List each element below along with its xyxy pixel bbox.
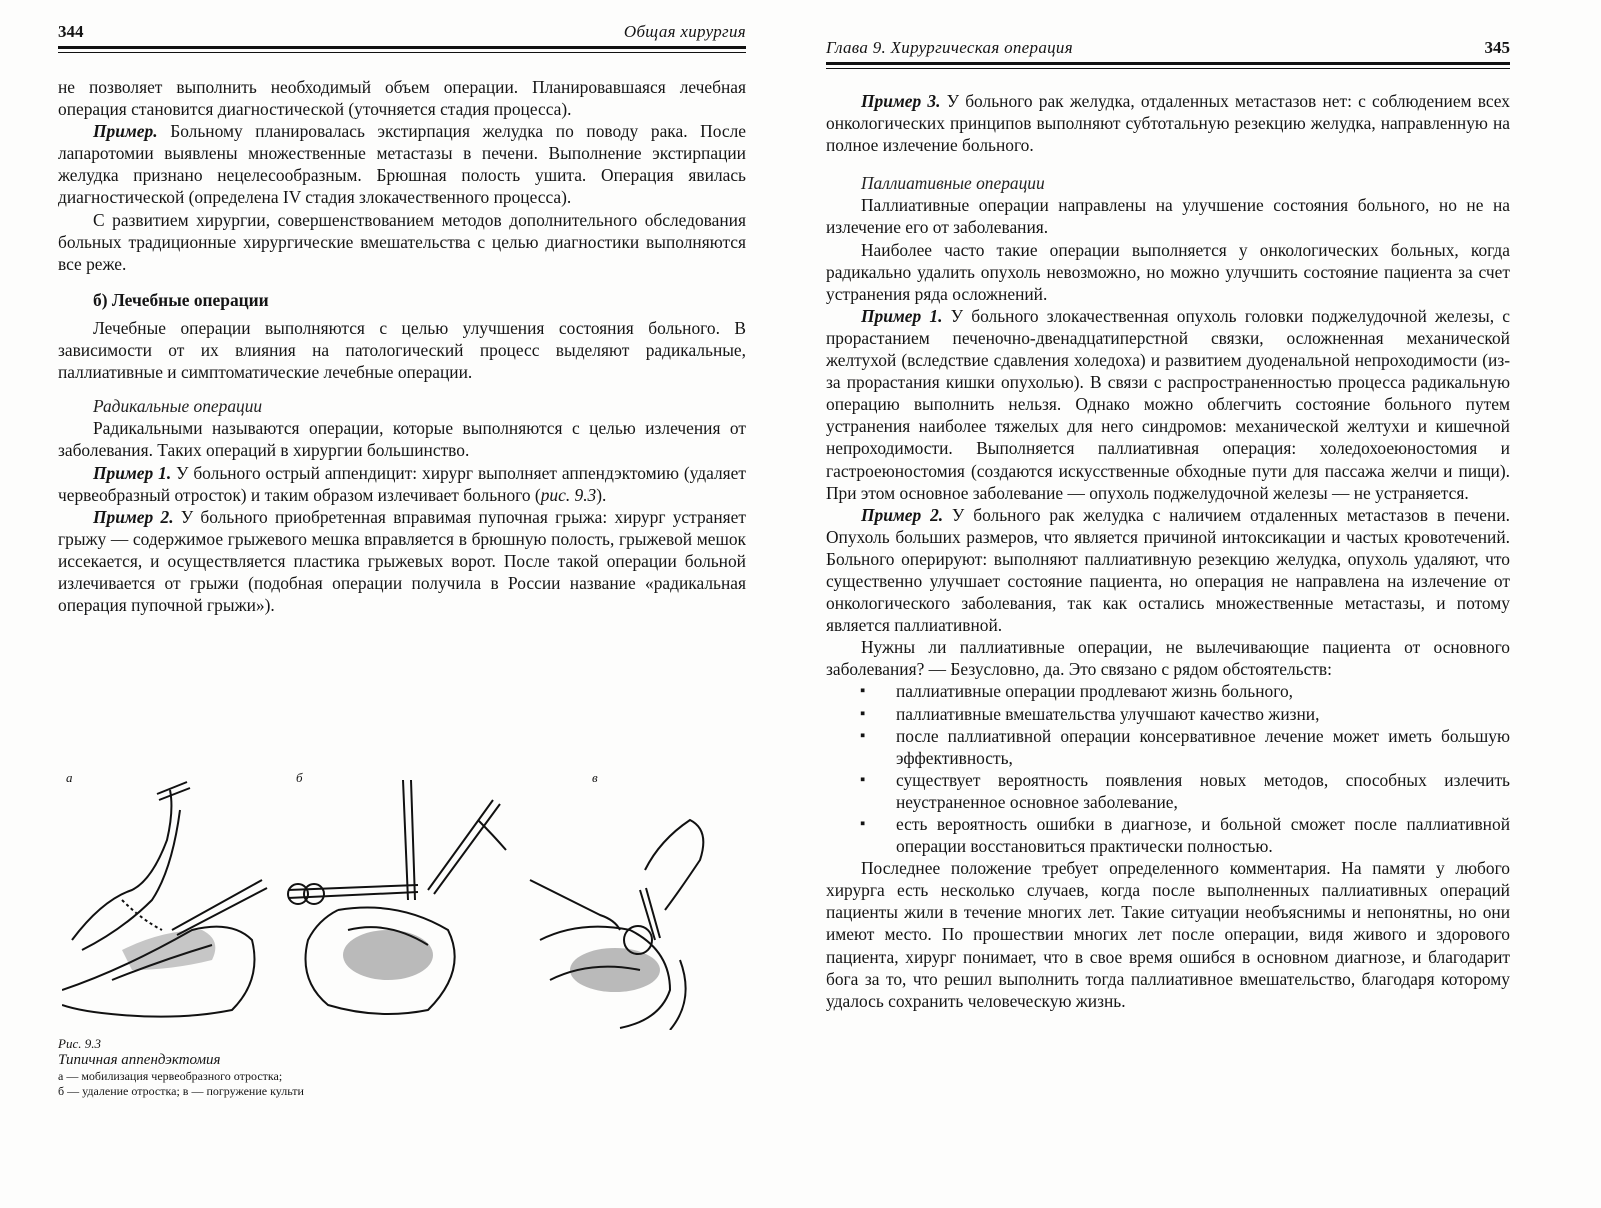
page-number: 344 xyxy=(58,22,84,41)
paragraph: Радикальными называются операции, которые выполняются с целью излечения от заболевания. Таких операций в хирургии большинство. xyxy=(58,418,746,461)
section-heading: б) Лечебные операции xyxy=(93,289,269,310)
left-page xyxy=(0,0,800,1208)
paragraph: Нужны ли паллиативные операции, не вылечивающие пациента от основного заболевания? — Безусловно, да. Это связано с рядом обстоятельств: xyxy=(826,637,1510,680)
paragraph xyxy=(826,90,1510,156)
list-item: ▪ после паллиативной операции консервативное лечение может иметь большую эффективность, xyxy=(826,725,1510,769)
paragraph xyxy=(58,506,746,616)
appendectomy-illustration-c xyxy=(520,780,730,1030)
paragraph-text: У больного злокачественная опухоль головки поджелудочной железы, с прорастанием печеночно-двенадцатиперстной связки, осложненная механической желтухой (вследствие сдавления холедоха) и развитием дуоденальной непроходимости (из-за прорастания кишки опухолью). В связи с распространенностью процесса радикальную операцию выполнить нельзя. Однако можно облегчить состояние больного путем устранения наиболее тяжелых для него синдромов: механической желтухи и кишечной непроходимости. Выполняется паллиативная операция: холедохоеюностомия и гастроеюностомия (создаются искусственные обходные пути для пассажа желчи и пищи). При этом основное заболевание — опухоль поджелудочной железы — не устраняется. xyxy=(826,305,1510,503)
figure-legend-line: б — удаление отростка; в — погружение культи xyxy=(58,1084,304,1098)
paragraph xyxy=(826,305,1510,504)
left-page-header xyxy=(58,20,746,48)
figure-number: Рис. 9.3 xyxy=(58,1036,101,1051)
subsection-heading: Паллиативные операции xyxy=(861,173,1045,194)
right-page-body xyxy=(826,90,1510,1012)
paragraph: Лечебные операции выполняются с целью улучшения состояния больного. В зависимости от их влияния на патологический процесс выделяют радикальные, паллиативные и симптоматические лечебные операции. xyxy=(58,317,746,383)
figure-title: Типичная аппендэктомия xyxy=(58,1052,221,1068)
example-lead: Пример 1. xyxy=(861,305,943,326)
paragraph: С развитием хирургии, совершенствованием методов дополнительного обследования больных традиционные хирургические вмешательства с целью диагностики выполняются все реже. xyxy=(58,209,746,274)
list-item: ▪ есть вероятность ошибки в диагнозе, и больной сможет после паллиативной операции восстановиться практически полностью. xyxy=(826,813,1510,857)
example-lead: Пример 3. xyxy=(861,91,941,111)
appendectomy-illustration-b xyxy=(278,780,508,1020)
paragraph: Паллиативные операции направлены на улучшение состояния больного, но не на излечение его от заболевания. xyxy=(826,195,1510,238)
example-lead: Пример 2. xyxy=(861,504,944,525)
figure-caption xyxy=(58,1036,418,1099)
running-title: Глава 9. Хирургическая операция xyxy=(826,38,1073,57)
header-rule xyxy=(58,46,746,49)
page-number: 345 xyxy=(1484,38,1510,57)
list-item: ▪ паллиативные операции продлевают жизнь больного, xyxy=(826,680,1510,702)
subsection-heading: Радикальные операции xyxy=(93,396,263,417)
bullet-list xyxy=(826,680,1510,857)
figure-label-a: а xyxy=(66,770,73,785)
header-rule-thin xyxy=(58,52,746,53)
figure-label-b: б xyxy=(296,770,303,785)
example-lead: Пример 1. xyxy=(93,462,172,483)
header-rule xyxy=(826,62,1510,65)
figure-label-c: в xyxy=(592,770,598,785)
paragraph-text: У больного рак желудка, отдаленных метастазов нет: с соблюдением всех онкологических принципов выполняют субтотальную резекцию желудка, направленную на полное излечение больного. xyxy=(826,91,1510,156)
paragraph: Наиболее часто такие операции выполняется у онкологических больных, когда радикально удалить опухоль невозможно, но можно улучшить состояние пациента за счет устранения ряда осложнений. xyxy=(826,239,1510,304)
paragraph-text: У больного рак желудка с наличием отдаленных метастазов в печени. Опухоль больших размеров, что является причиной интоксикации и частых кровотечений. Больного оперируют: выполняют паллиативную резекцию желудка, опухоль удаляют, что существенно улучшает состояние пациента, но операция не направлена на излечение от онкологического заболевания, так как остались множественные метастазы, и потому является паллиативной. xyxy=(826,504,1510,636)
example-lead: Пример 2. xyxy=(93,506,174,527)
paragraph-text: У больного острый аппендицит: хирург выполняет аппендэктомию (удаляет червеобразный отросток) и таким образом излечивает больного ( xyxy=(58,462,746,505)
paragraph xyxy=(58,120,746,208)
paragraph: не позволяет выполнить необходимый объем операции. Планировавшаяся лечебная операция становится диагностической (уточняется стадия процесса). xyxy=(58,77,746,120)
running-title: Общая хирургия xyxy=(623,22,746,41)
paragraph-text: Больному планировалась экстирпация желудка по поводу рака. После лапаротомии выявлены множественные метастазы в печени. Выполнение экстирпации желудка признано нецелесообразным. Брюшная полость ушита. Операция явилась диагностической (определена IV стадия злокачественного процесса). xyxy=(58,121,746,208)
left-page-body xyxy=(58,76,746,616)
paragraph: Последнее положение требует определенного комментария. На памяти у любого хирурга есть несколько случаев, когда после выполненных паллиативных операций пациенты жили в течение многих лет. Такие ситуации необъяснимы и непонятны, но они имеют место. По прошествии многих лет после операции, видя живого и здорового пациента, хирург понимает, что в свое время ошибся в основном диагнозе, и благодарит бога за то, что решил выполнить тогда паллиативное вмешательство, благодаря которому удалось сохранить человеческую жизнь. xyxy=(826,858,1510,1011)
paragraph-text: ). xyxy=(596,484,607,505)
paragraph xyxy=(826,504,1510,637)
example-lead: Пример. xyxy=(93,121,158,142)
header-rule-thin xyxy=(826,68,1510,69)
list-item: ▪ существует вероятность появления новых методов, способных излечить неустраненное основное заболевание, xyxy=(826,769,1510,813)
paragraph-text: У больного приобретенная вправимая пупочная грыжа: хирург устраняет грыжу — содержимое грыжевого мешка вправляется в брюшную полость, грыжевой мешок иссекается, и осуществляется пластика грыжевых ворот. После такой операции больной излечивается от грыжи (подобная операции получила в России название «радикальная операция пупочной грыжи»). xyxy=(58,506,746,616)
figure-reference[interactable]: рис. 9.3 xyxy=(540,484,597,505)
list-item: ▪ паллиативные вмешательства улучшают качество жизни, xyxy=(826,703,1510,725)
paragraph xyxy=(58,462,746,506)
figure-legend-line: а — мобилизация червеобразного отростка; xyxy=(58,1069,283,1083)
right-page xyxy=(800,0,1601,1208)
right-page-header xyxy=(826,36,1510,64)
appendectomy-illustration-a xyxy=(62,780,272,1020)
